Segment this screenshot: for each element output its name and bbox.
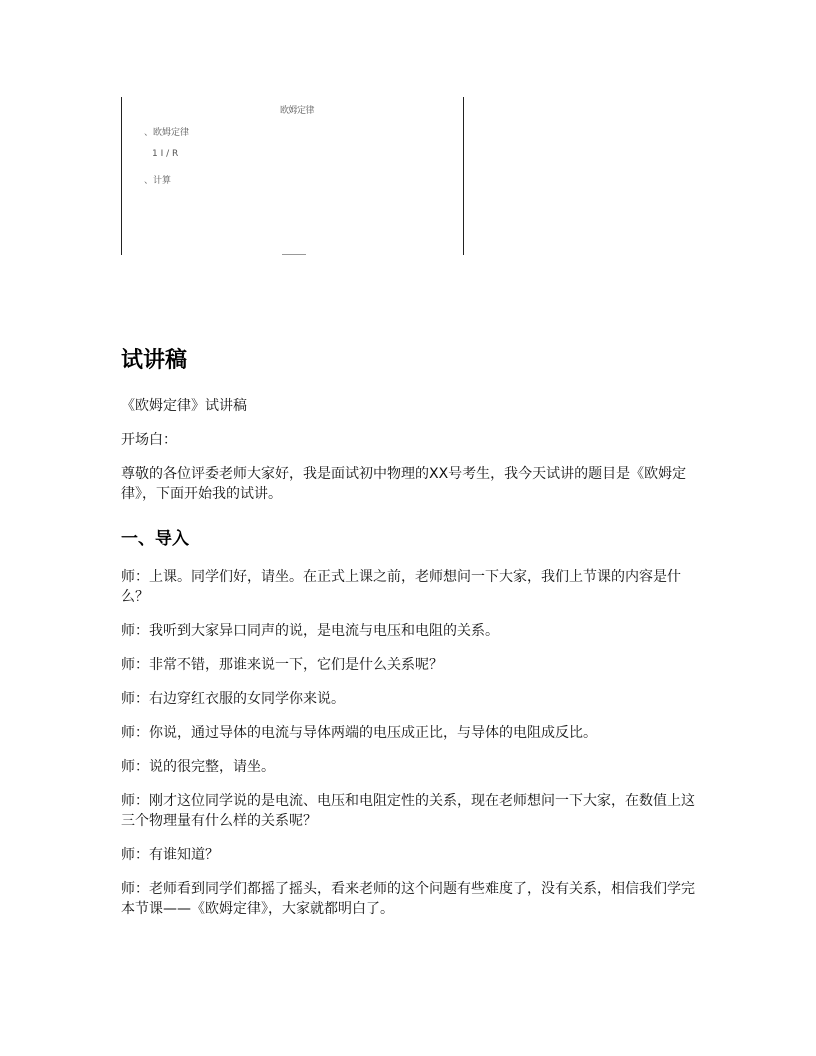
paragraph: 师：非常不错，那谁来说一下，它们是什么关系呢？ [121,657,443,673]
board-bottom-mark [282,254,306,255]
paragraph: 师：有谁知道？ [121,847,219,863]
board-item-calculation: 、计算 [144,176,172,186]
document-subtitle: 《欧姆定律》试讲稿 [121,398,247,414]
paragraph: 师：你说，通过导体的电流与导体两端的电压成正比，与导体的电阻成反比。 [121,725,597,741]
board-title: 欧姆定律 [280,106,315,116]
document-body [121,343,696,933]
paragraph: 师：上课。同学们好，请坐。在正式上课之前，老师想问一下大家，我们上节课的内容是什么？ [121,569,681,605]
paragraph: 师：刚才这位同学说的是电流、电压和电阻定性的关系，现在老师想问一下大家，在数值上这三个物理量有什么样的关系呢？ [121,793,695,829]
board-item-formula: 1 I / R [152,149,179,159]
paragraph: 师：说的很完整，请坐。 [121,759,275,775]
paragraph: 师：我听到大家异口同声的说，是电流与电压和电阻的关系。 [121,623,499,639]
document-title: 试讲稿 [121,348,188,373]
opening-text: 尊敬的各位评委老师大家好，我是面试初中物理的XX号考生，我今天试讲的题目是《欧姆定律》，下面开始我的试讲。 [121,466,687,502]
board-item-ohms-law: 、欧姆定律 [144,128,190,138]
opening-label: 开场白： [121,432,177,448]
paragraph: 师：右边穿红衣服的女同学你来说。 [121,691,345,707]
blackboard-figure [121,97,464,255]
paragraph: 师：老师看到同学们都摇了摇头，看来老师的这个问题有些难度了，没有关系，相信我们学完本节课——《欧姆定律》，大家就都明白了。 [121,881,695,917]
section-heading-introduction: 一、导入 [121,529,189,549]
